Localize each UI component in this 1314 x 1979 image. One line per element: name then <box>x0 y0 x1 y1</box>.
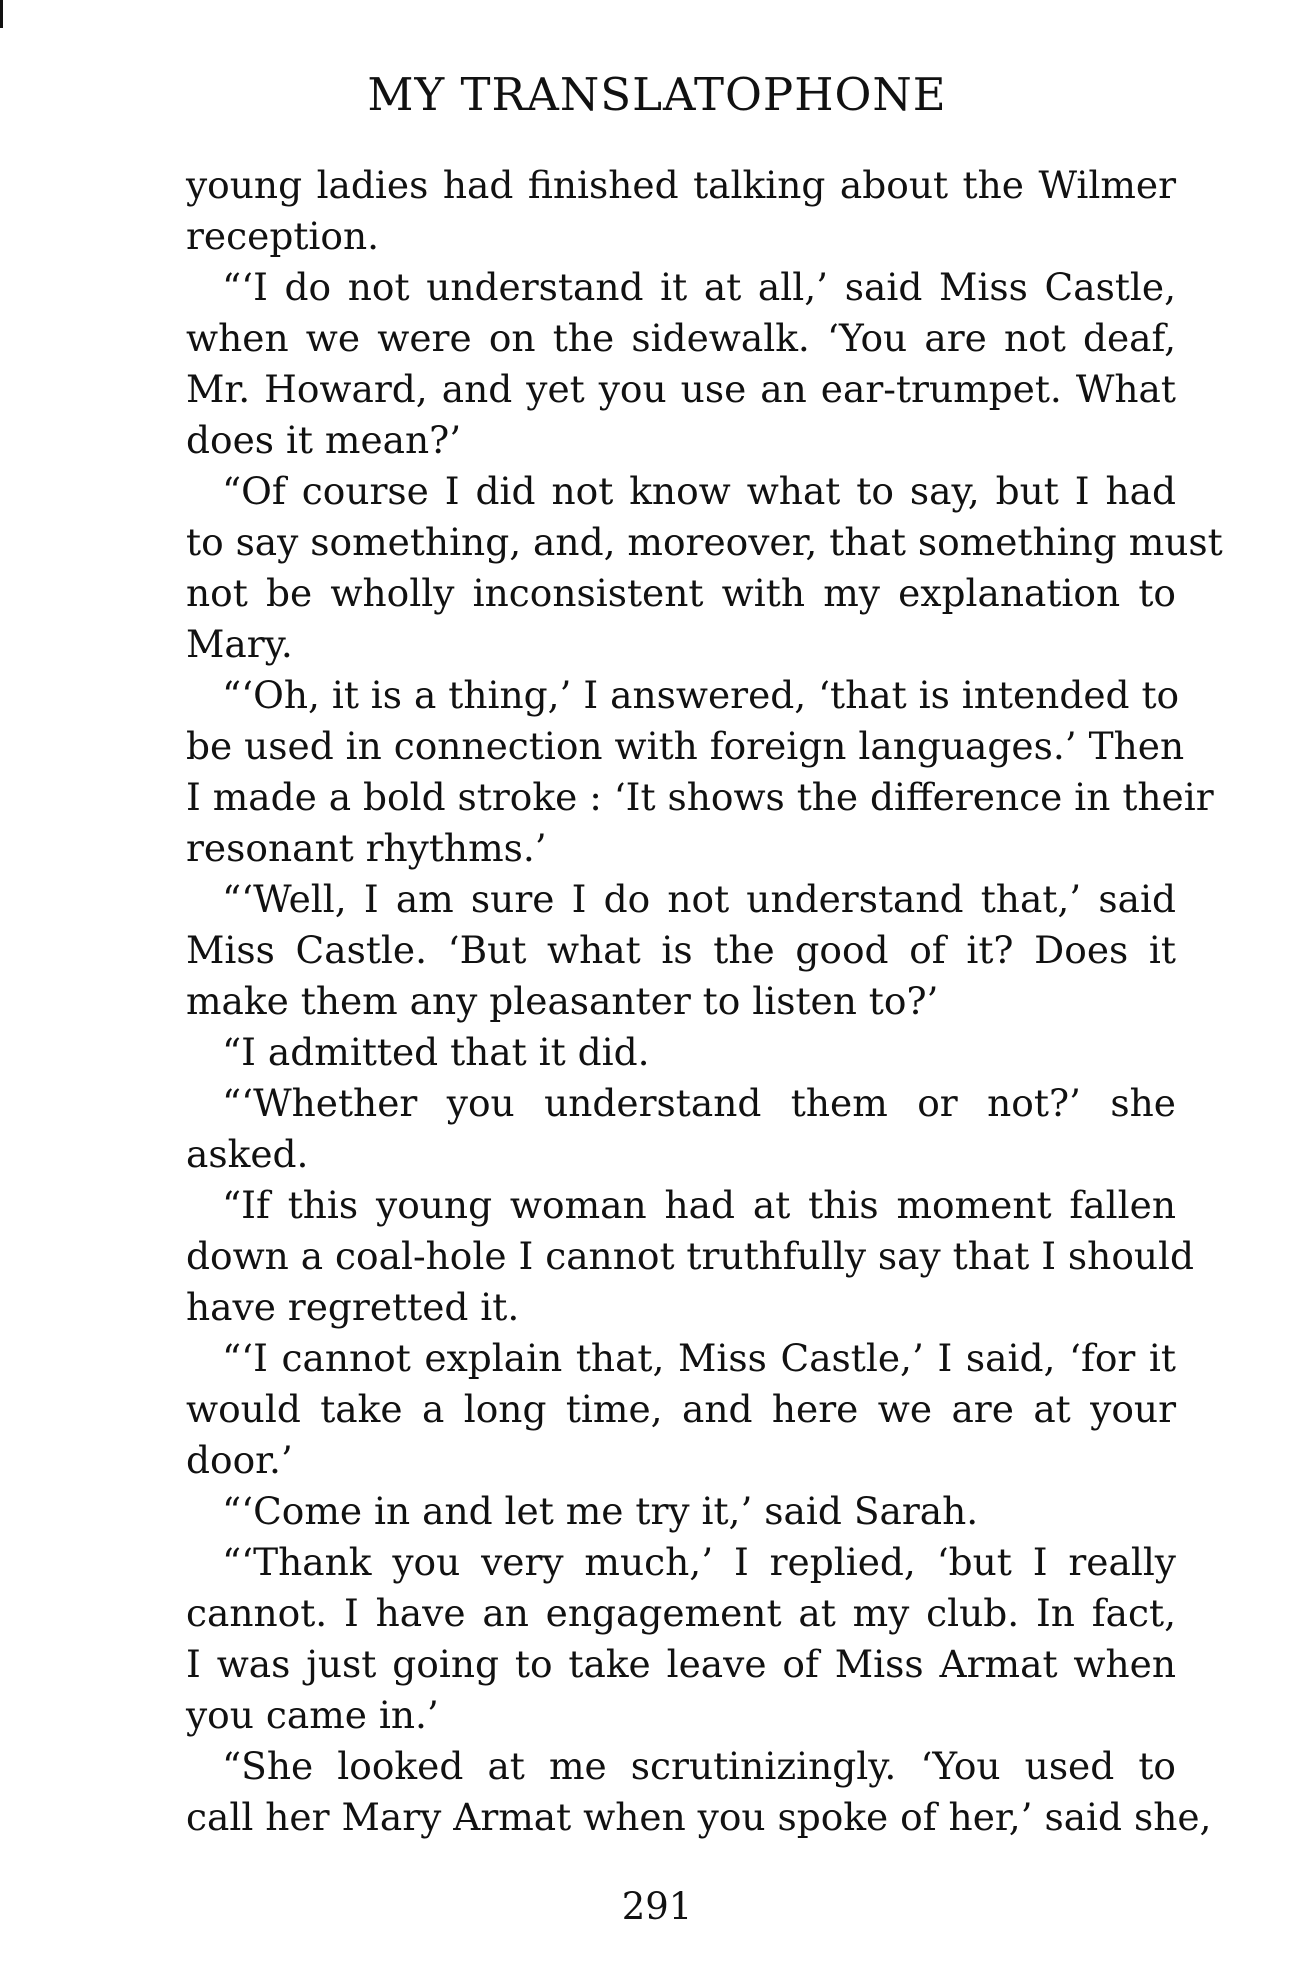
text-line: cannot. I have an engagement at my club. In fact, <box>186 1591 1176 1635</box>
text-line: “‘Come in and let me try it,’ said Sarah. <box>222 1489 979 1533</box>
text-line: “‘Whether you understand them or not?’ she <box>222 1081 1176 1125</box>
text-line: “‘I cannot explain that, Miss Castle,’ I said, ‘for it <box>222 1336 1176 1380</box>
text-line: reception. <box>186 214 380 258</box>
text-line: “I admitted that it did. <box>222 1030 650 1074</box>
text-line: Miss Castle. ‘But what is the good of it? Does it <box>186 928 1176 972</box>
text-line: “‘Oh, it is a thing,’ I answered, ‘that is intended to <box>222 673 1180 717</box>
text-line: Mr. Howard, and yet you use an ear-trumpet. What <box>186 367 1176 411</box>
running-head: MY TRANSLATOPHONE <box>367 68 947 121</box>
text-line: not be wholly inconsistent with my explanation to <box>186 571 1176 615</box>
text-line: “‘Thank you very much,’ I replied, ‘but I really <box>222 1540 1176 1584</box>
text-line: I was just going to take leave of Miss Armat when <box>186 1642 1176 1686</box>
page-number: 291 <box>621 1885 693 1928</box>
text-line: make them any pleasanter to listen to?’ <box>186 979 939 1023</box>
text-line: to say something, and, moreover, that something must <box>186 520 1223 564</box>
text-line: asked. <box>186 1132 309 1176</box>
text-line: does it mean?’ <box>186 418 462 462</box>
text-line: I made a bold stroke : ‘It shows the difference in their <box>186 775 1214 819</box>
text-line: door.’ <box>186 1438 293 1482</box>
text-line: “‘Well, I am sure I do not understand that,’ said <box>222 877 1176 921</box>
text-line: when we were on the sidewalk. ‘You are not deaf, <box>186 316 1176 360</box>
text-line: “‘I do not understand it at all,’ said Miss Castle, <box>222 265 1176 309</box>
text-line: young ladies had finished talking about the Wilmer <box>186 163 1176 207</box>
text-line: resonant rhythms.’ <box>186 826 547 870</box>
text-line: have regretted it. <box>186 1285 520 1329</box>
text-line: you came in.’ <box>186 1693 439 1737</box>
text-line: “Of course I did not know what to say, but I had <box>222 469 1176 513</box>
text-line: would take a long time, and here we are at your <box>186 1387 1176 1431</box>
text-line: Mary. <box>186 622 293 666</box>
text-line: “If this young woman had at this moment fallen <box>222 1183 1176 1227</box>
scan-edge-mark <box>0 0 3 28</box>
text-line: call her Mary Armat when you spoke of her,’ said she, <box>186 1795 1212 1839</box>
text-line: down a coal-hole I cannot truthfully say that I should <box>186 1234 1195 1278</box>
text-line: be used in connection with foreign languages.’ Then <box>186 724 1185 768</box>
body-text <box>186 160 1223 1843</box>
text-line: “She looked at me scrutinizingly. ‘You used to <box>222 1744 1176 1788</box>
